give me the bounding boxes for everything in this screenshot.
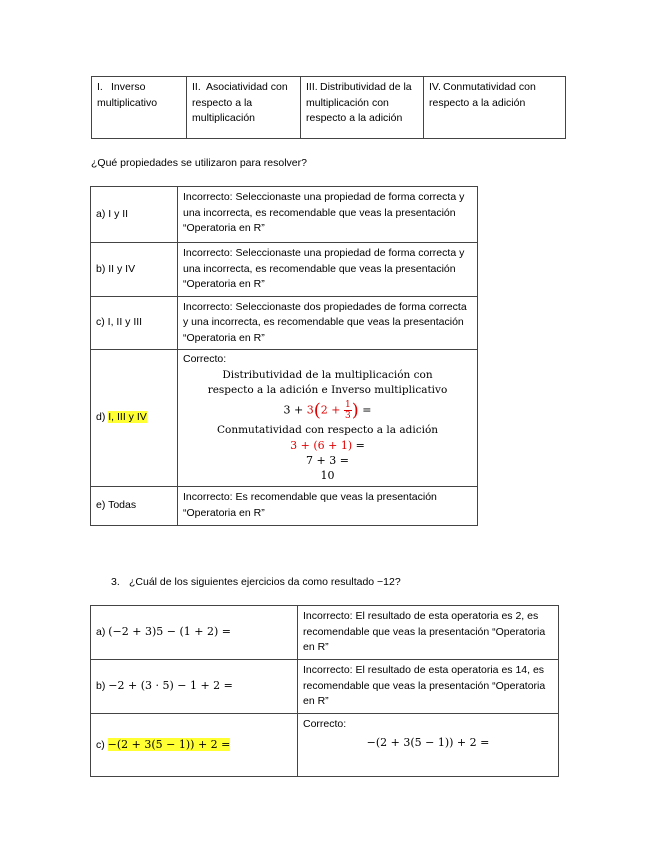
option-feedback: Incorrecto: El resultado de esta operatoria es 2, es recomendable que veas la presentación “Operatoria en R” bbox=[298, 606, 559, 660]
option-label[interactable]: c) I, II y III bbox=[91, 296, 178, 350]
answer-row[interactable] bbox=[91, 487, 478, 526]
expression: 7 + 3 = bbox=[306, 453, 349, 467]
property-cell bbox=[424, 77, 566, 139]
option-label[interactable] bbox=[91, 350, 178, 487]
question-number: 3. bbox=[111, 576, 120, 588]
expr-part: = bbox=[358, 403, 372, 416]
expr-red: 3 bbox=[306, 403, 314, 416]
property-label: Conmutatividad con respecto a la adición bbox=[429, 81, 536, 109]
fraction bbox=[344, 400, 352, 421]
answer-row[interactable] bbox=[91, 606, 559, 660]
answer-row[interactable] bbox=[91, 660, 559, 714]
property-label: Inverso multiplicativo bbox=[97, 81, 158, 109]
question-3-table bbox=[90, 605, 559, 777]
highlighted-answer: I, III y IV bbox=[108, 411, 147, 424]
expression bbox=[183, 400, 472, 421]
option-feedback bbox=[298, 714, 559, 777]
expression bbox=[183, 438, 472, 453]
option-label[interactable]: b) II y IV bbox=[91, 243, 178, 297]
answer-row[interactable] bbox=[91, 296, 478, 350]
correct-label: Correcto: bbox=[303, 718, 347, 730]
property-number: I. bbox=[97, 81, 103, 93]
paren-right: ) bbox=[351, 399, 359, 421]
expr-red: 2 + bbox=[320, 403, 344, 416]
property-label: Distributividad de la multiplicación con respecto a la adición bbox=[306, 81, 412, 124]
answer-row[interactable] bbox=[91, 187, 478, 243]
explanation-line: respecto a la adición e Inverso multiplicativo bbox=[207, 383, 448, 396]
expr-part: 3 + bbox=[283, 403, 307, 416]
option-expression: (−2 + 3)5 − (1 + 2) = bbox=[108, 625, 231, 639]
question-label: ¿Cuál de los siguientes ejercicios da como resultado −12? bbox=[129, 576, 401, 588]
question-2-text: ¿Qué propiedades se utilizaron para resolver? bbox=[91, 157, 307, 169]
answer-row-correct[interactable] bbox=[91, 350, 478, 487]
option-label[interactable] bbox=[91, 606, 298, 660]
option-label[interactable] bbox=[91, 660, 298, 714]
expression: 10 bbox=[320, 468, 335, 482]
fraction-denominator: 3 bbox=[344, 410, 351, 421]
option-label[interactable] bbox=[91, 714, 298, 777]
expr-red: 3 + (6 + 1) bbox=[290, 438, 353, 452]
property-number: II. bbox=[192, 81, 201, 93]
property-number: IV. bbox=[429, 81, 441, 93]
explanation bbox=[183, 368, 472, 483]
property-number: III. bbox=[306, 81, 318, 93]
option-feedback bbox=[178, 350, 478, 487]
option-feedback: Incorrecto: Seleccionaste una propiedad de forma correcta y una incorrecta, es recomendable que veas la presentación “Operatoria en R” bbox=[178, 187, 478, 243]
option-prefix: d) bbox=[96, 411, 109, 424]
option-label[interactable]: e) Todas bbox=[91, 487, 178, 526]
option-label[interactable]: a) I y II bbox=[91, 187, 178, 243]
property-label: Asociatividad con respecto a la multiplicación bbox=[192, 81, 288, 124]
highlighted-answer: −(2 + 3(5 − 1)) + 2 = bbox=[107, 737, 231, 751]
answer-row[interactable] bbox=[91, 243, 478, 297]
option-feedback: Incorrecto: El resultado de esta operatoria es 14, es recomendable que veas la presentación “Operatoria en R” bbox=[298, 660, 559, 714]
property-cell bbox=[92, 77, 187, 139]
properties-table bbox=[91, 76, 566, 139]
option-feedback: Incorrecto: Es recomendable que veas la presentación “Operatoria en R” bbox=[178, 487, 478, 526]
question-3-text bbox=[111, 576, 401, 588]
explanation-line: Distributividad de la multiplicación con bbox=[222, 368, 433, 381]
option-expression: −2 + (3 · 5) − 1 + 2 = bbox=[108, 679, 233, 693]
property-cell bbox=[187, 77, 301, 139]
question-2-table bbox=[90, 186, 478, 526]
paren-left: ( bbox=[313, 399, 321, 421]
option-prefix: a) bbox=[96, 626, 109, 639]
fraction-numerator: 1 bbox=[344, 399, 351, 410]
answer-row-correct[interactable] bbox=[91, 714, 559, 777]
property-cell bbox=[301, 77, 424, 139]
answer-expression: −(2 + 3(5 − 1)) + 2 = bbox=[366, 735, 490, 749]
option-feedback: Incorrecto: Seleccionaste una propiedad de forma correcta y una incorrecta, es recomendable que veas la presentación “Operatoria en R” bbox=[178, 243, 478, 297]
expr-part: = bbox=[352, 438, 365, 452]
option-feedback: Incorrecto: Seleccionaste dos propiedades de forma correcta y una incorrecta, es recomendable que veas la presentación “Operatoria en R” bbox=[178, 296, 478, 350]
option-prefix: b) bbox=[96, 680, 109, 693]
correct-label: Correcto: bbox=[183, 353, 227, 365]
explanation-line: Conmutatividad con respecto a la adición bbox=[216, 423, 439, 436]
option-prefix: c) bbox=[96, 738, 108, 751]
